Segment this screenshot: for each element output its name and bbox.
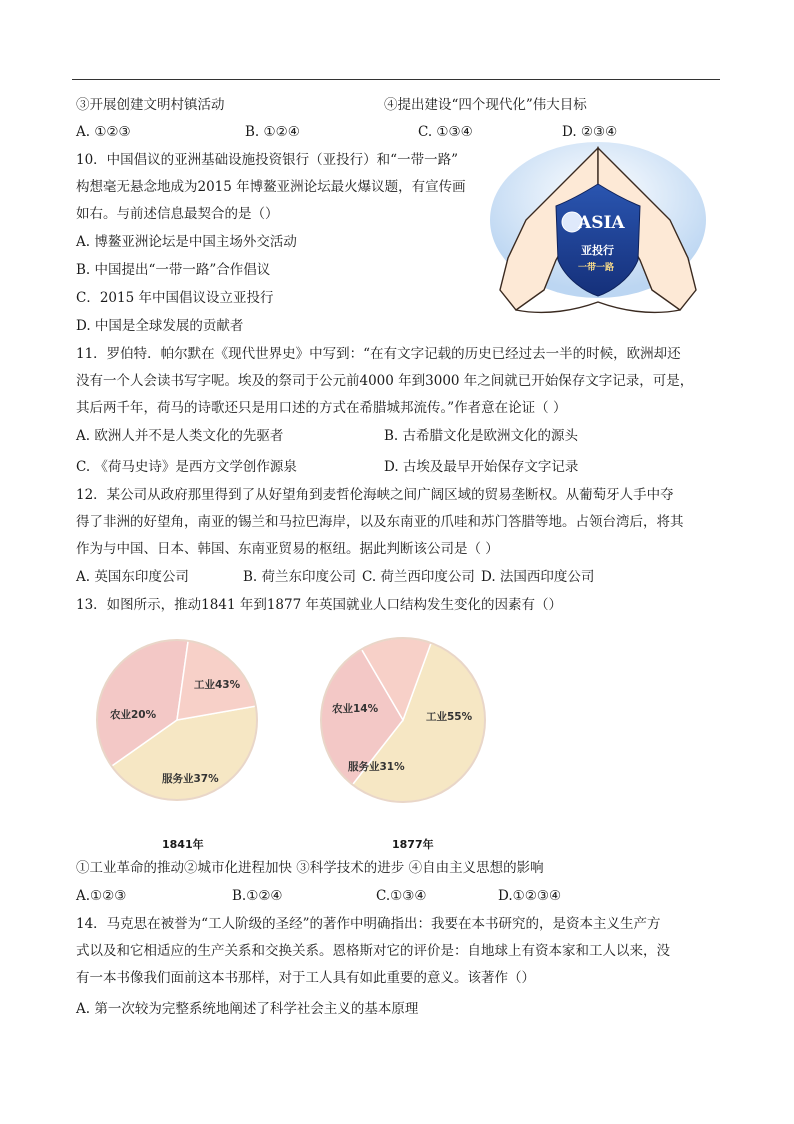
pie-label: 工业43%: [194, 679, 241, 691]
pie-label: 服务业37%: [162, 773, 219, 785]
q9-option-c: C. ①③④: [418, 124, 473, 140]
pie-caption-1841: 1841年: [162, 838, 204, 851]
q12-option-d: D. 法国西印度公司: [481, 569, 595, 585]
q14-stem-line-1: 14．马克思在被誉为“工人阶级的圣经”的著作中明确指出：我要在本书研究的，是资本主义生产方: [76, 916, 661, 932]
q13-option-b: B.①②④: [232, 888, 283, 904]
pie-label: 农业20%: [110, 709, 157, 721]
poster-bank-text: 亚投行: [581, 244, 614, 257]
q12-option-b: B. 荷兰东印度公司: [243, 569, 357, 585]
pie-label: 服务业31%: [348, 761, 405, 773]
pie-caption-1877: 1877年: [392, 838, 434, 851]
q9-option-b: B. ①②④: [245, 124, 300, 140]
q11-option-b: B. 古希腊文化是欧洲文化的源头: [384, 428, 579, 444]
q12-option-c: C. 荷兰西印度公司: [362, 569, 475, 585]
q14-option-a: A. 第一次较为完整系统地阐述了科学社会主义的基本原理: [76, 1001, 419, 1017]
pie-chart-1841: [92, 632, 262, 832]
q11-option-d: D. 古埃及最早开始保存文字记录: [384, 459, 579, 475]
q13-option-c: C.①③④: [376, 888, 427, 904]
q13-option-a: A.①②③: [76, 888, 127, 904]
q11-stem-line-2: 没有一个人会读书写字呢。埃及的祭司于公元前4000 年到3000 年之间就已开始保存文字记录，可是，: [76, 373, 694, 389]
pie-chart-1877: [308, 632, 508, 832]
q9-option-d: D. ②③④: [562, 124, 618, 140]
poster-logo-text: ASIA: [578, 213, 625, 233]
poster-road-text: 一带一路: [578, 263, 615, 273]
q12-stem-line-3: 作为与中国、日本、韩国、东南亚贸易的枢纽。据此判断该公司是（ ）: [76, 541, 499, 557]
q10-option-b: B. 中国提出“一带一路”合作倡议: [76, 262, 271, 278]
q10-option-d: D. 中国是全球发展的贡献者: [76, 318, 244, 334]
q14-stem-line-2: 式以及和它相适应的生产关系和交换关系。恩格斯对它的评价是：自地球上有资本家和工人以来，没: [76, 943, 670, 959]
q9-option-a: A. ①②③: [76, 124, 131, 140]
pie-label: 工业55%: [426, 711, 473, 723]
pie-label: 农业14%: [332, 703, 379, 715]
q10-stem-line-3: 如右。与前述信息最契合的是（）: [76, 206, 279, 222]
q10-stem-line-2: 构想毫无悬念地成为2015 年博鳌亚洲论坛最火爆议题，有宣传画: [76, 179, 466, 195]
q10-stem-line-1: 10．中国倡议的亚洲基础设施投资银行（亚投行）和“一带一路”: [76, 152, 458, 168]
q11-option-c: C. 《荷马史诗》是西方文学创作源泉: [76, 459, 297, 475]
aiib-poster: [486, 140, 711, 318]
q12-option-a: A. 英国东印度公司: [76, 569, 189, 585]
q9-statement-4: ④提出建设“四个现代化”伟大目标: [384, 97, 587, 113]
q12-stem-line-1: 12．某公司从政府那里得到了从好望角到麦哲伦海峡之间广阔区域的贸易垄断权。从葡萄牙人手中夺: [76, 487, 674, 503]
q13-option-d: D.①②③④: [498, 888, 562, 904]
q14-stem-line-3: 有一本书像我们面前这本书那样，对于工人具有如此重要的意义。该著作（）: [76, 970, 535, 986]
q10-option-c: C．2015 年中国倡议设立亚投行: [76, 290, 274, 306]
q12-stem-line-2: 得了非洲的好望角，南亚的锡兰和马拉巴海岸，以及东南亚的爪哇和苏门答腊等地。占领台湾后，将其: [76, 514, 684, 530]
q11-stem-line-3: 其后两千年，荷马的诗歌还只是用口述的方式在希腊城邦流传。”作者意在论证（ ）: [76, 400, 567, 416]
q13-statements: ①工业革命的推动②城市化进程加快 ③科学技术的进步 ④自由主义思想的影响: [76, 860, 544, 876]
q10-option-a: A. 博鳌亚洲论坛是中国主场外交活动: [76, 234, 297, 250]
header-rule: [72, 79, 720, 80]
q11-stem-line-1: 11．罗伯特．帕尔默在《现代世界史》中写到：“在有文字记载的历史已经过去一半的时候，欧洲却还: [76, 346, 681, 362]
q9-statement-3: ③开展创建文明村镇活动: [76, 97, 225, 113]
q13-stem-line-1: 13．如图所示，推动1841 年到1877 年英国就业人口结构发生变化的因素有（）: [76, 597, 562, 613]
q11-option-a: A. 欧洲人并不是人类文化的先驱者: [76, 428, 284, 444]
